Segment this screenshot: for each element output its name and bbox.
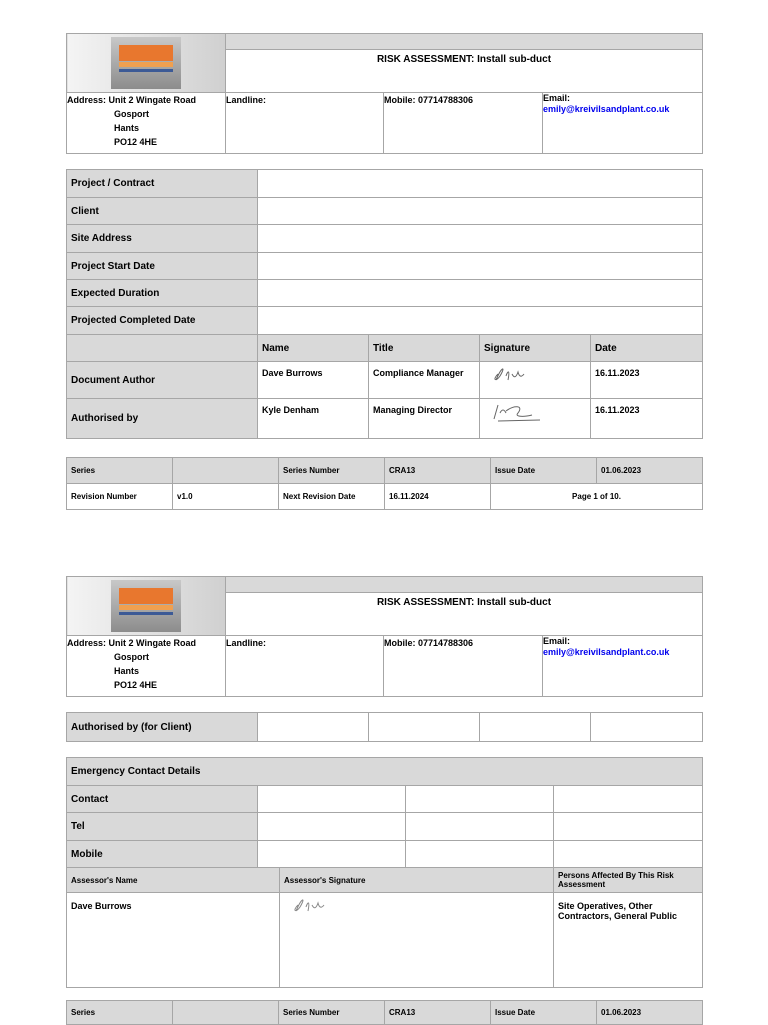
contact-label: Contact [67,786,258,813]
address-line2: Gosport [114,109,149,120]
mobile-number: Mobile: 07714788306 [384,93,543,154]
mobile-cell[interactable] [554,841,703,868]
persons-affected: Site Operatives, Other Contractors, General Public [554,893,703,988]
blank-header [67,335,258,362]
auth-client-cell[interactable] [480,713,591,742]
tel-label: Tel [67,813,258,841]
series-label: Series [67,1001,173,1025]
logo-icon [111,37,181,89]
assessor-sig-label: Assessor's Signature [280,868,554,893]
tel-cell[interactable] [258,813,406,841]
project-table [66,169,703,439]
auth-client-cell[interactable] [258,713,369,742]
tel-cell[interactable] [406,813,554,841]
project-contract-label: Project / Contract [67,170,258,198]
address-block [67,93,226,154]
auth-date: 16.11.2023 [591,399,703,439]
persons-label: Persons Affected By This Risk Assessment [554,868,703,893]
landline-label: Landline: [226,93,384,154]
completed-date-label: Projected Completed Date [67,307,258,335]
email-label: Email: [543,636,571,647]
address-line1: Unit 2 Wingate Road [108,95,196,106]
author-label: Document Author [67,362,258,399]
header-band [226,34,703,50]
start-date-label: Project Start Date [67,253,258,280]
series-label: Series [67,458,173,484]
page-number: Page 1 of 10. [491,484,703,510]
header-band [226,577,703,593]
logo-icon [111,580,181,632]
address-label: Address: [67,95,107,106]
company-logo [67,577,226,636]
footer-table-2 [66,1000,703,1025]
name-header: Name [258,335,369,362]
tel-cell[interactable] [554,813,703,841]
assessor-signature [280,893,554,988]
email-link[interactable]: emily@kreivilsandplant.co.uk [543,647,670,658]
mobile-cell[interactable] [406,841,554,868]
assessor-name-label: Assessor's Name [67,868,280,893]
auth-client-label: Authorised by (for Client) [67,713,258,742]
title-header: Title [369,335,480,362]
mobile-cell[interactable] [258,841,406,868]
document-title: RISK ASSESSMENT: Install sub-duct [226,593,703,636]
auth-title: Managing Director [369,399,480,439]
header-table-1 [66,33,703,154]
contact-cell[interactable] [554,786,703,813]
email-link[interactable]: emily@kreivilsandplant.co.uk [543,104,670,115]
project-contract-value[interactable] [258,170,703,198]
series-number-value: CRA13 [385,1001,491,1025]
client-value[interactable] [258,198,703,225]
contact-cell[interactable] [406,786,554,813]
emergency-table [66,757,703,988]
site-address-value[interactable] [258,225,703,253]
address-block [67,636,226,697]
series-value [173,1001,279,1025]
author-name: Dave Burrows [258,362,369,399]
date-header: Date [591,335,703,362]
signature-header: Signature [480,335,591,362]
mobile-label: Mobile [67,841,258,868]
auth-client-cell[interactable] [369,713,480,742]
address-line3: Hants [114,123,140,134]
site-address-label: Site Address [67,225,258,253]
duration-label: Expected Duration [67,280,258,307]
landline-label: Landline: [226,636,384,697]
series-number-value: CRA13 [385,458,491,484]
start-date-value[interactable] [258,253,703,280]
author-title: Compliance Manager [369,362,480,399]
signature-icon [284,893,344,917]
email-label: Email: [543,93,571,104]
next-revision-label: Next Revision Date [279,484,385,510]
completed-date-value[interactable] [258,307,703,335]
series-number-label: Series Number [279,1001,385,1025]
signature-icon [484,362,544,386]
client-auth-table [66,712,703,742]
header-table-2 [66,576,703,697]
revision-label: Revision Number [67,484,173,510]
address-label: Address: [67,638,107,649]
issue-date-label: Issue Date [491,1001,597,1025]
assessor-name: Dave Burrows [67,893,280,988]
revision-value: v1.0 [173,484,279,510]
mobile-number: Mobile: 07714788306 [384,636,543,697]
address-line4: PO12 4HE [114,680,158,691]
issue-date-value: 01.06.2023 [597,458,703,484]
auth-signature [480,399,591,439]
document-title: RISK ASSESSMENT: Install sub-duct [226,50,703,93]
client-label: Client [67,198,258,225]
duration-value[interactable] [258,280,703,307]
address-line1: Unit 2 Wingate Road [108,638,196,649]
author-signature [480,362,591,399]
signature-icon [484,399,544,423]
issue-date-value: 01.06.2023 [597,1001,703,1025]
next-revision-value: 16.11.2024 [385,484,491,510]
auth-client-cell[interactable] [591,713,703,742]
authorised-label: Authorised by [67,399,258,439]
auth-name: Kyle Denham [258,399,369,439]
author-date: 16.11.2023 [591,362,703,399]
address-line2: Gosport [114,652,149,663]
contact-cell[interactable] [258,786,406,813]
emergency-label: Emergency Contact Details [67,758,703,786]
series-value [173,458,279,484]
footer-table-1 [66,457,703,510]
company-logo [67,34,226,93]
issue-date-label: Issue Date [491,458,597,484]
address-line4: PO12 4HE [114,137,158,148]
series-number-label: Series Number [279,458,385,484]
address-line3: Hants [114,666,140,677]
